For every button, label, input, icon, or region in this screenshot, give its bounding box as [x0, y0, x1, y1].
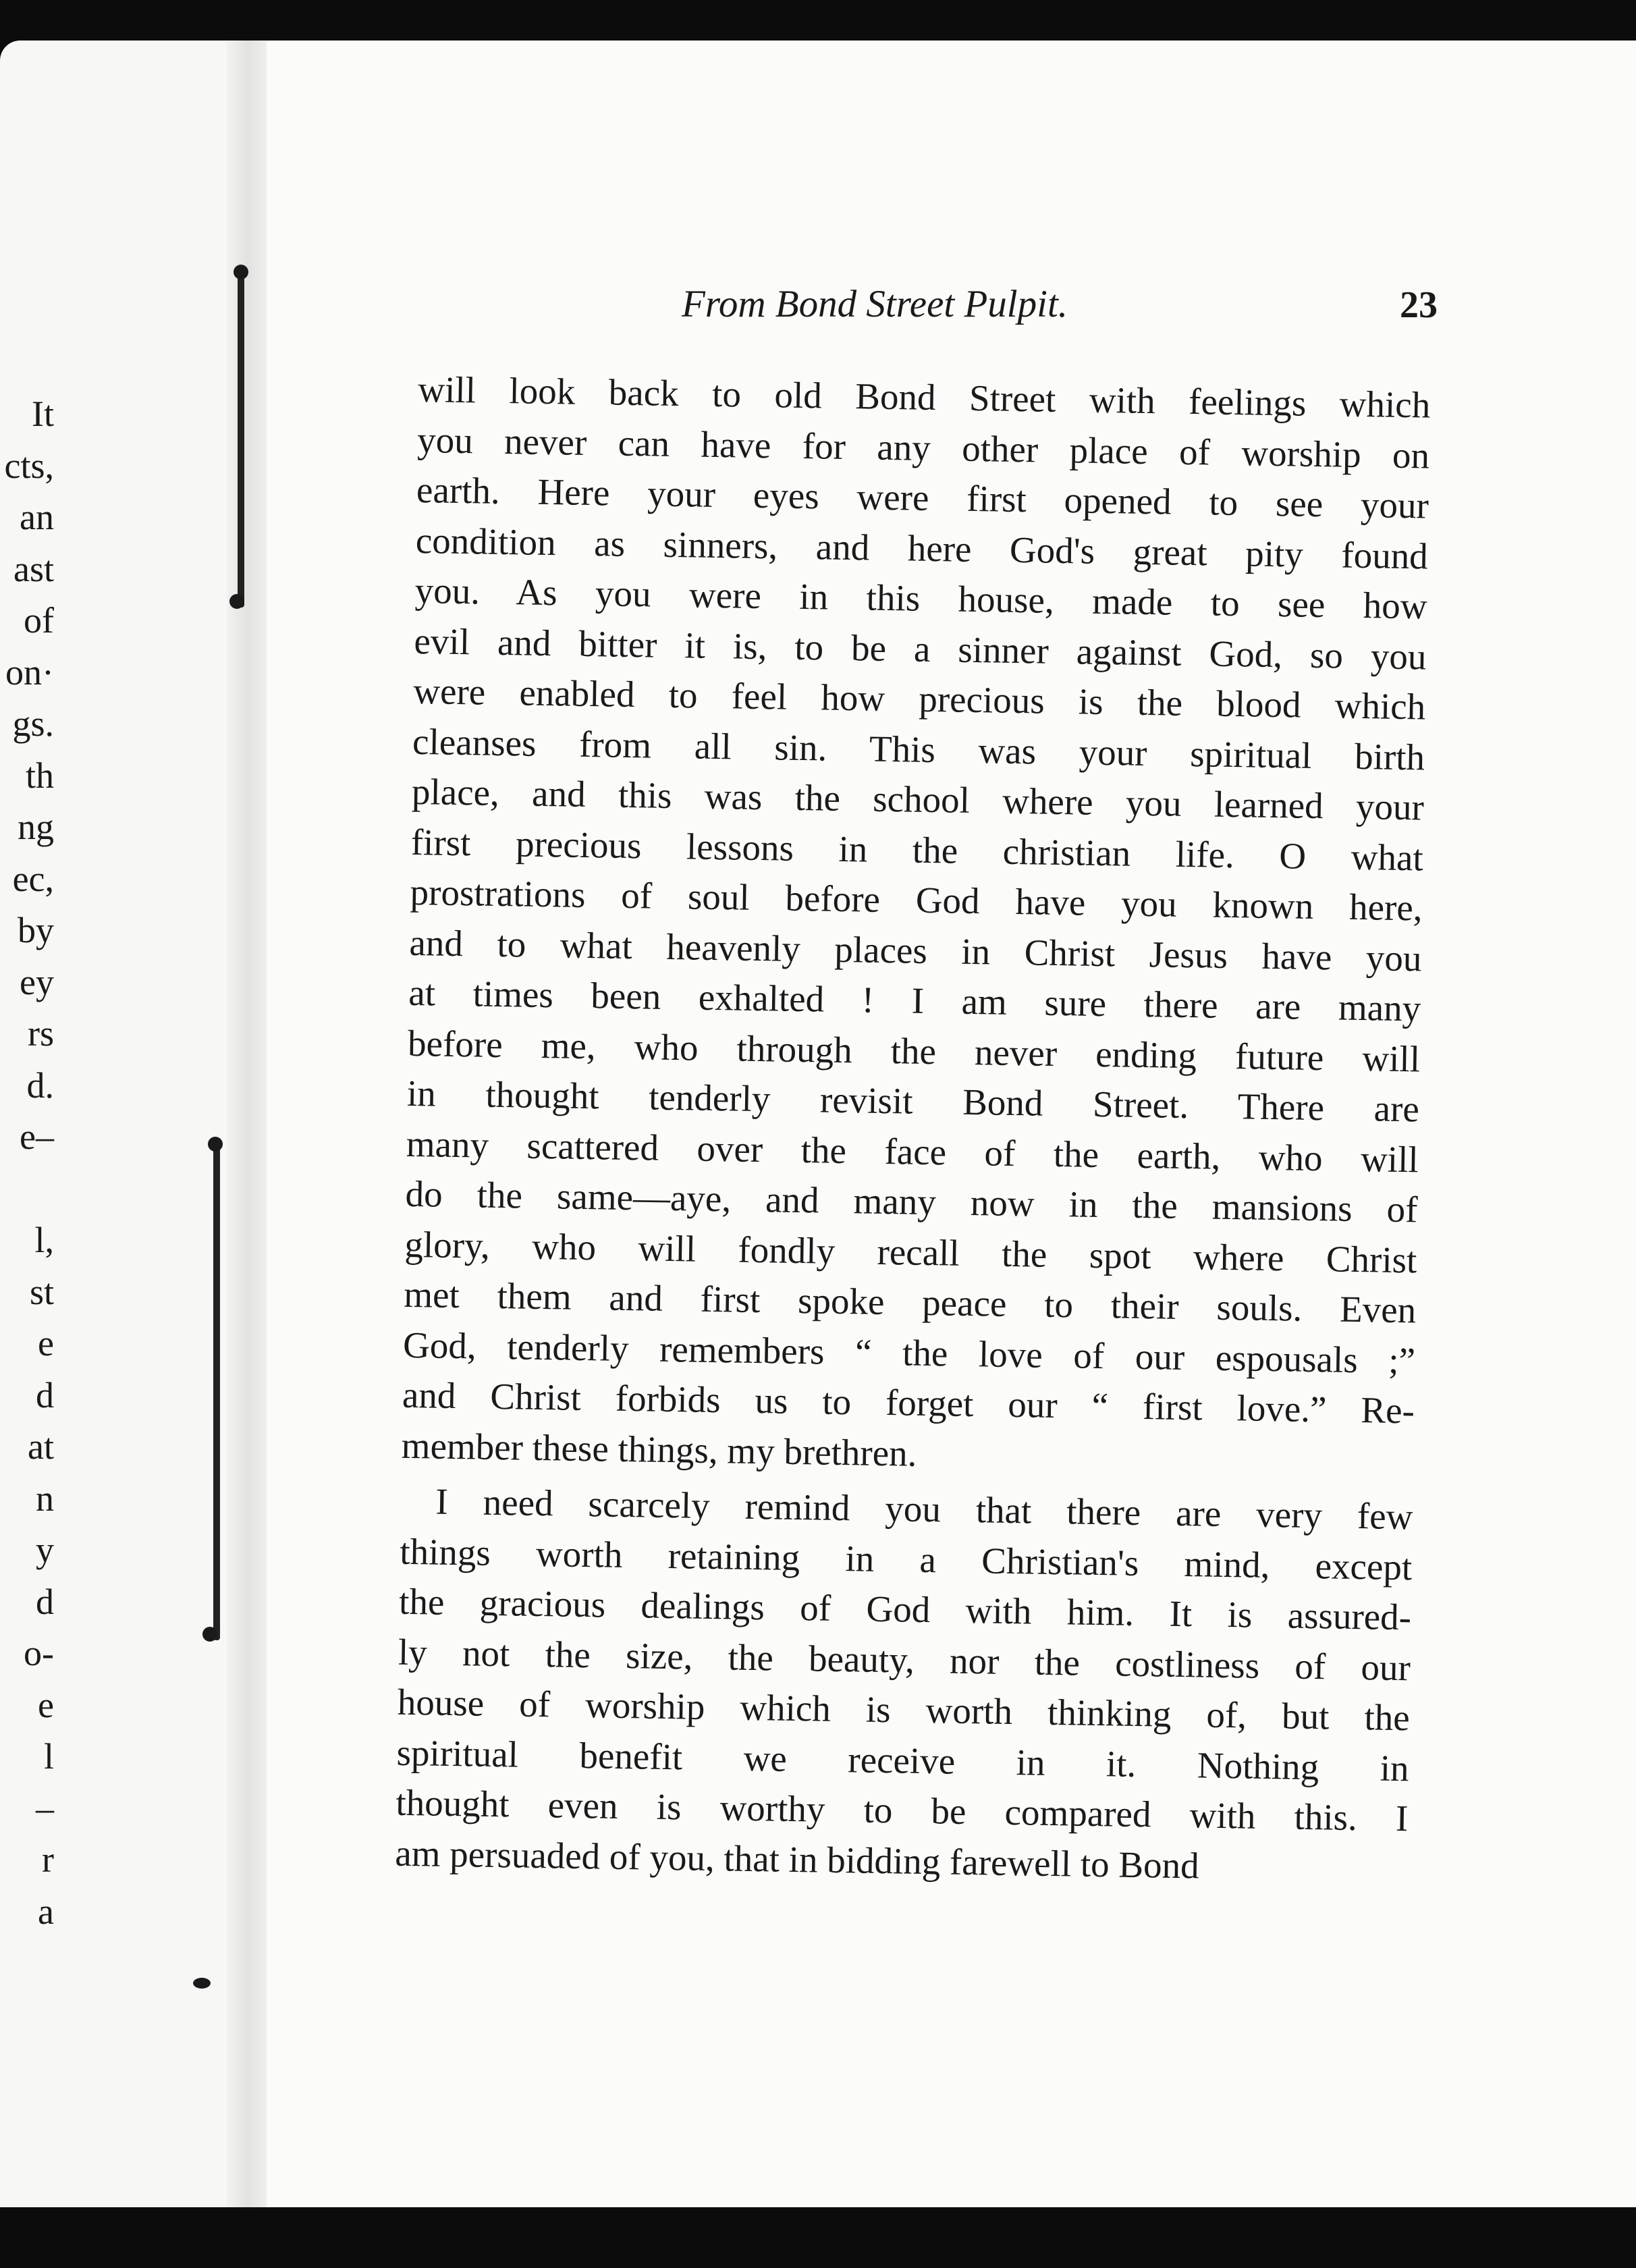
text-line: am persuaded of you, that in bidding farewell to Bond — [394, 1832, 1200, 1886]
text-line: cleanses from all sin. This was your spiritual birth — [412, 720, 1425, 778]
text-line: thought even is worthy to be compared with this. I — [396, 1781, 1409, 1839]
text-line: in thought tenderly revisit Bond Street. There are — [406, 1072, 1420, 1130]
margin-fragment: ey — [20, 961, 54, 1002]
text-line: were enabled to feel how precious is the blood which — [412, 670, 1426, 728]
text-line: condition as sinners, and here God's great pity found — [415, 519, 1429, 577]
text-line: member these things, my brethren. — [401, 1424, 917, 1474]
margin-fragment: d — [36, 1374, 54, 1415]
margin-fragment: at — [28, 1426, 54, 1467]
text-line: God, tenderly remembers “ the love of our espousals ;” — [402, 1324, 1416, 1381]
text-line: the gracious dealings of God with him. It is assured- — [398, 1580, 1412, 1638]
margin-fragment: e– — [20, 1116, 54, 1157]
margin-fragment: y — [36, 1530, 54, 1570]
text-line: house of worship which is worth thinking of, but the — [397, 1681, 1411, 1739]
binding-knot — [208, 1137, 223, 1152]
page-header — [682, 282, 1438, 336]
margin-fragment: d — [36, 1581, 54, 1622]
binding-knot — [229, 594, 244, 609]
text-line: first precious lessons in the christian life. O what — [410, 821, 1424, 878]
margin-fragment: st — [29, 1271, 54, 1312]
text-line: will look back to old Bond Street with feelings which — [417, 368, 1431, 426]
text-line: you. As you were in this house, made to see how — [414, 569, 1428, 627]
margin-fragment: n — [36, 1478, 54, 1519]
margin-fragment: gs. — [12, 703, 54, 744]
text-line: things worth retaining in a Christian's mind, except — [399, 1530, 1413, 1588]
body-text — [395, 364, 1431, 1894]
text-line: and to what heavenly places in Christ Jesus have you — [409, 921, 1422, 979]
margin-fragment: e — [38, 1323, 54, 1364]
text-line: glory, who will fondly recall the spot where Christ — [404, 1223, 1417, 1280]
binding-thread-lower — [213, 1141, 220, 1640]
binding-thread-upper — [238, 270, 244, 608]
margin-fragment: on· — [5, 651, 54, 693]
text-line: place, and this was the school where you learned your — [411, 770, 1425, 828]
margin-fragment: l, — [34, 1220, 54, 1260]
margin-fragment — [0, 1163, 54, 1215]
paragraph — [395, 1476, 1413, 1894]
margin-fragment: d. — [26, 1064, 54, 1106]
text-line: at times been exhalted ! I am sure there are many — [408, 971, 1421, 1029]
binding-knot — [234, 265, 248, 279]
text-line: spiritual benefit we receive in it. Nothing in — [396, 1731, 1409, 1789]
margin-fragment: e — [38, 1684, 54, 1725]
left-page — [0, 40, 243, 2207]
margin-fragment: It — [32, 394, 54, 434]
margin-fragment: an — [20, 497, 54, 537]
text-line: prostrations of soul before God have you known here, — [410, 871, 1423, 929]
margin-fragment: ng — [18, 807, 54, 847]
margin-fragment: ec, — [12, 858, 54, 899]
margin-fragment: th — [25, 755, 54, 796]
margin-fragment: rs — [28, 1013, 54, 1054]
binding-knot — [193, 1978, 211, 1989]
text-line: many scattered over the face of the earth, who will — [406, 1123, 1419, 1180]
margin-fragment: – — [36, 1787, 54, 1829]
text-line: ly not the size, the beauty, nor the costliness of our — [398, 1631, 1411, 1688]
text-line: earth. Here your eyes were first opened to see your — [416, 468, 1429, 526]
left-page-margin-text — [0, 388, 54, 1937]
binding-knot — [202, 1627, 217, 1642]
text-line: and Christ forbids us to forget our “ first love.” Re- — [402, 1374, 1415, 1432]
scan-border-bottom — [0, 2197, 1636, 2268]
text-line: before me, who through the never ending future will — [407, 1022, 1421, 1079]
margin-fragment: a — [38, 1891, 54, 1932]
margin-fragment: o- — [24, 1633, 54, 1673]
text-line: I need scarcely remind you that there are very few — [435, 1480, 1413, 1538]
margin-fragment: l — [43, 1736, 54, 1777]
text-line: do the same—aye, and many now in the mansions of — [405, 1172, 1418, 1231]
paragraph — [401, 364, 1431, 1486]
margin-fragment: cts, — [4, 445, 54, 486]
text-line: evil and bitter it is, to be a sinner against God, so you — [414, 620, 1427, 678]
margin-fragment: r — [42, 1839, 54, 1880]
margin-fragment: ast — [13, 548, 54, 589]
page-number: 23 — [1400, 284, 1438, 326]
margin-fragment: of — [24, 600, 54, 641]
running-head: From Bond Street Pulpit. — [682, 283, 1068, 325]
margin-fragment: by — [18, 910, 54, 950]
text-line: met them and first spoke peace to their souls. Even — [403, 1273, 1417, 1331]
text-line: you never can have for any other place of worship on — [416, 418, 1430, 477]
